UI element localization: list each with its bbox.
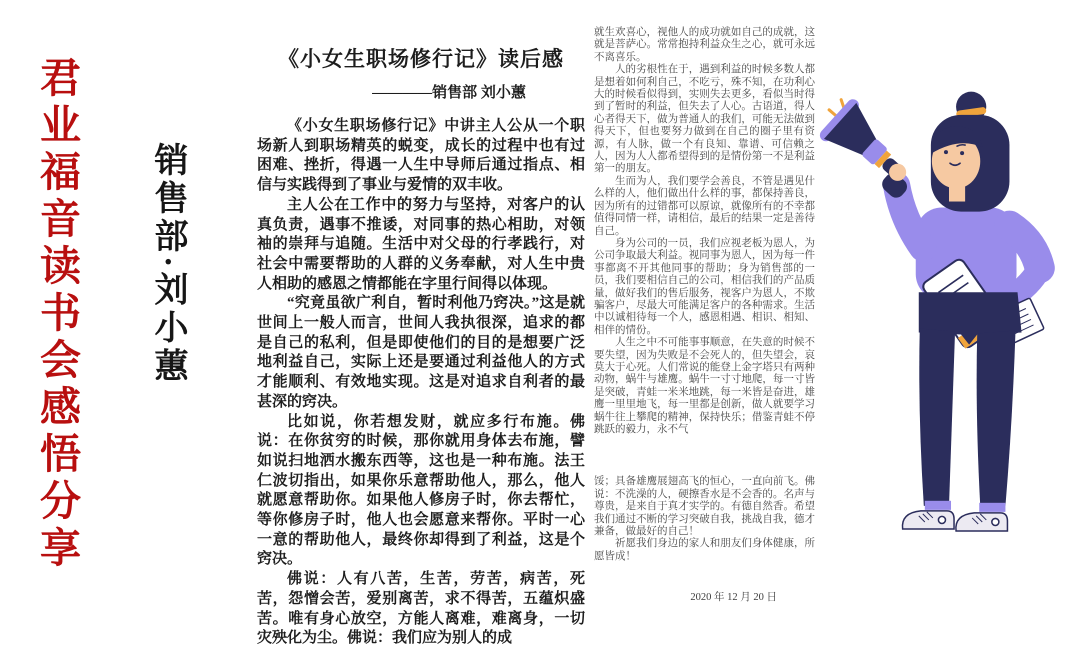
sneaker-right-icon [956,513,1008,531]
pants [919,292,1022,506]
article-right-body-upper [594,27,815,436]
paragraph: 馁；具备雄鹰展翅高飞的恒心，一直向前飞。佛说：不洗澡的人，硬擦香水是不会香的。名声与尊贵，是来自于真才实学的。有德自然香。希望我们通过不断的学习突破自我，挑战自我，德才兼备，做最好的自己！ [594,476,815,538]
paragraph: 就生欢喜心，视他人的成功就如自己的成就，这就是菩萨心。常常抱持利益众生之心，就可永远不离喜乐。 [594,27,815,63]
article-right-body-lower [594,476,815,563]
author-vertical-byline: 销售部·刘小蕙 [149,142,186,386]
megaphone-woman-illustration [818,78,1080,583]
event-vertical-title: 君业福音读书会感悟分享 [34,56,80,573]
paragraph: 佛说：人有八苦，生苦，劳苦，病苦，死苦，怨憎会苦，爱别离苦，求不得苦，五蕴炽盛苦。唯有身心放空，方能人离难，难离身，一切灾殃化为尘。佛说：我们应为别人的成 [257,571,585,647]
left-hand [889,164,906,181]
article-date: 2020 年 12 月 20 日 [690,592,777,604]
paragraph: “究竟虽欲广利自，暂时利他乃窍决。”这是就世间上一般人而言，世间人我执很深，追求的都是自己的私利，但是即使他们的目的是想要广泛地利益自己，实际上还是要通过利益他人的方式才能顺利、有效地实现。这是对追求自利者的最甚深的窍决。 [257,295,585,410]
article-left-column [257,46,585,649]
paragraph: 主人公在工作中的努力与坚持，对客户的认真负责，遇事不推诿，对同事的热心相助，对领袖的崇拜与追随。生活中对父母的行孝践行，对社会中需要帮助的人群的义务奉献，对人生中贵人相助的感恩之情都能在字里行间得以体现。 [257,196,585,292]
paragraph: 人生之中不可能事事顺意，在失意的时候不要失望，因为失败是不会死人的，但失望会，哀莫大于心死。人们常说的能登上金字塔只有两种动物，蜗牛与雄鹰。蜗牛一寸寸地爬，每一寸皆是突破，青蛙一米米地跳，每一米皆是奋进，雄鹰一里里地飞，每一里都是创新，做人就要学习蜗牛往上攀爬的精神，保持快乐；借鉴青蛙不停跳跃的毅力，永不气 [594,337,815,435]
head [931,92,1010,212]
sneaker-left-icon [902,511,954,529]
paragraph: 身为公司的一员，我们应视老板为恩人，为公司争取最大利益。视同事为恩人，因为每一件事都离不开其他同事的帮助；身为销售部的一员，我们要相信自己的公司，相信我们的产品质量，做好我们的售后服务，视客户为恩人，不欺骗客户，尽最大可能满足客户的各种需求。生活中以诚相待每一个人，感恩相遇、相识、相知、相伴的情份。 [594,237,815,336]
paragraph: 《小女生职场修行记》中讲主人公从一个职场新人到职场精英的蜕变，成长的过程中也有过困难、挫折，得遇一人生中导师后通过指点、相信与实践得到了事业与爱情的双丰收。 [257,118,585,194]
paragraph: 生而为人，我们要学会善良，不管是遇见什么样的人，他们做出什么样的事，都保持善良，因为所有的过错都可以原谅，就像所有的不幸都值得同情一样，请相信，最后的结果一定是善待自己。 [594,175,815,237]
paragraph: 人的劣根性在于，遇到利益的时候多数人都是想着如何利自己，不吃亏，殊不知，在功利心大的时候看似得到，实则失去更多，看似当时得到了暂时的利益，但失去了人心。古语道，得人心者得天下，做为普通人的我们，可能无法做到得天下，但也要努力做到在自己的圈子里有资源，有人脉，做一个有良知、靠谱、可信赖之人，因为人人都希望得到的是情份第一不是利益第一的朋友。 [594,64,815,175]
paragraph: 比如说，你若想发财，就应多行布施。佛说：在你贫穷的时候，那你就用身体去布施，譬如说扫地洒水搬东西等，这也是一种布施。法王仁波切指出，如果你乐意帮助他人，那么，他人就愿意帮助你。如果他人修房子时，你去帮忙，等你修房子时，他人也会愿意来帮你。平时一心一意的帮助他人，最终你却得到了利益，这是个窍决。 [257,413,585,568]
article-left-body [257,117,585,649]
article-right-column [594,27,815,605]
sock-right [979,503,1005,512]
sock-left [925,501,951,510]
article-title: 《小女生职场修行记》读后感 [278,47,564,71]
paragraph: 祈愿我们身边的家人和朋友们身体健康，所愿皆成！ [594,538,815,562]
article-subtitle: ————销售部 刘小蕙 [372,85,526,101]
